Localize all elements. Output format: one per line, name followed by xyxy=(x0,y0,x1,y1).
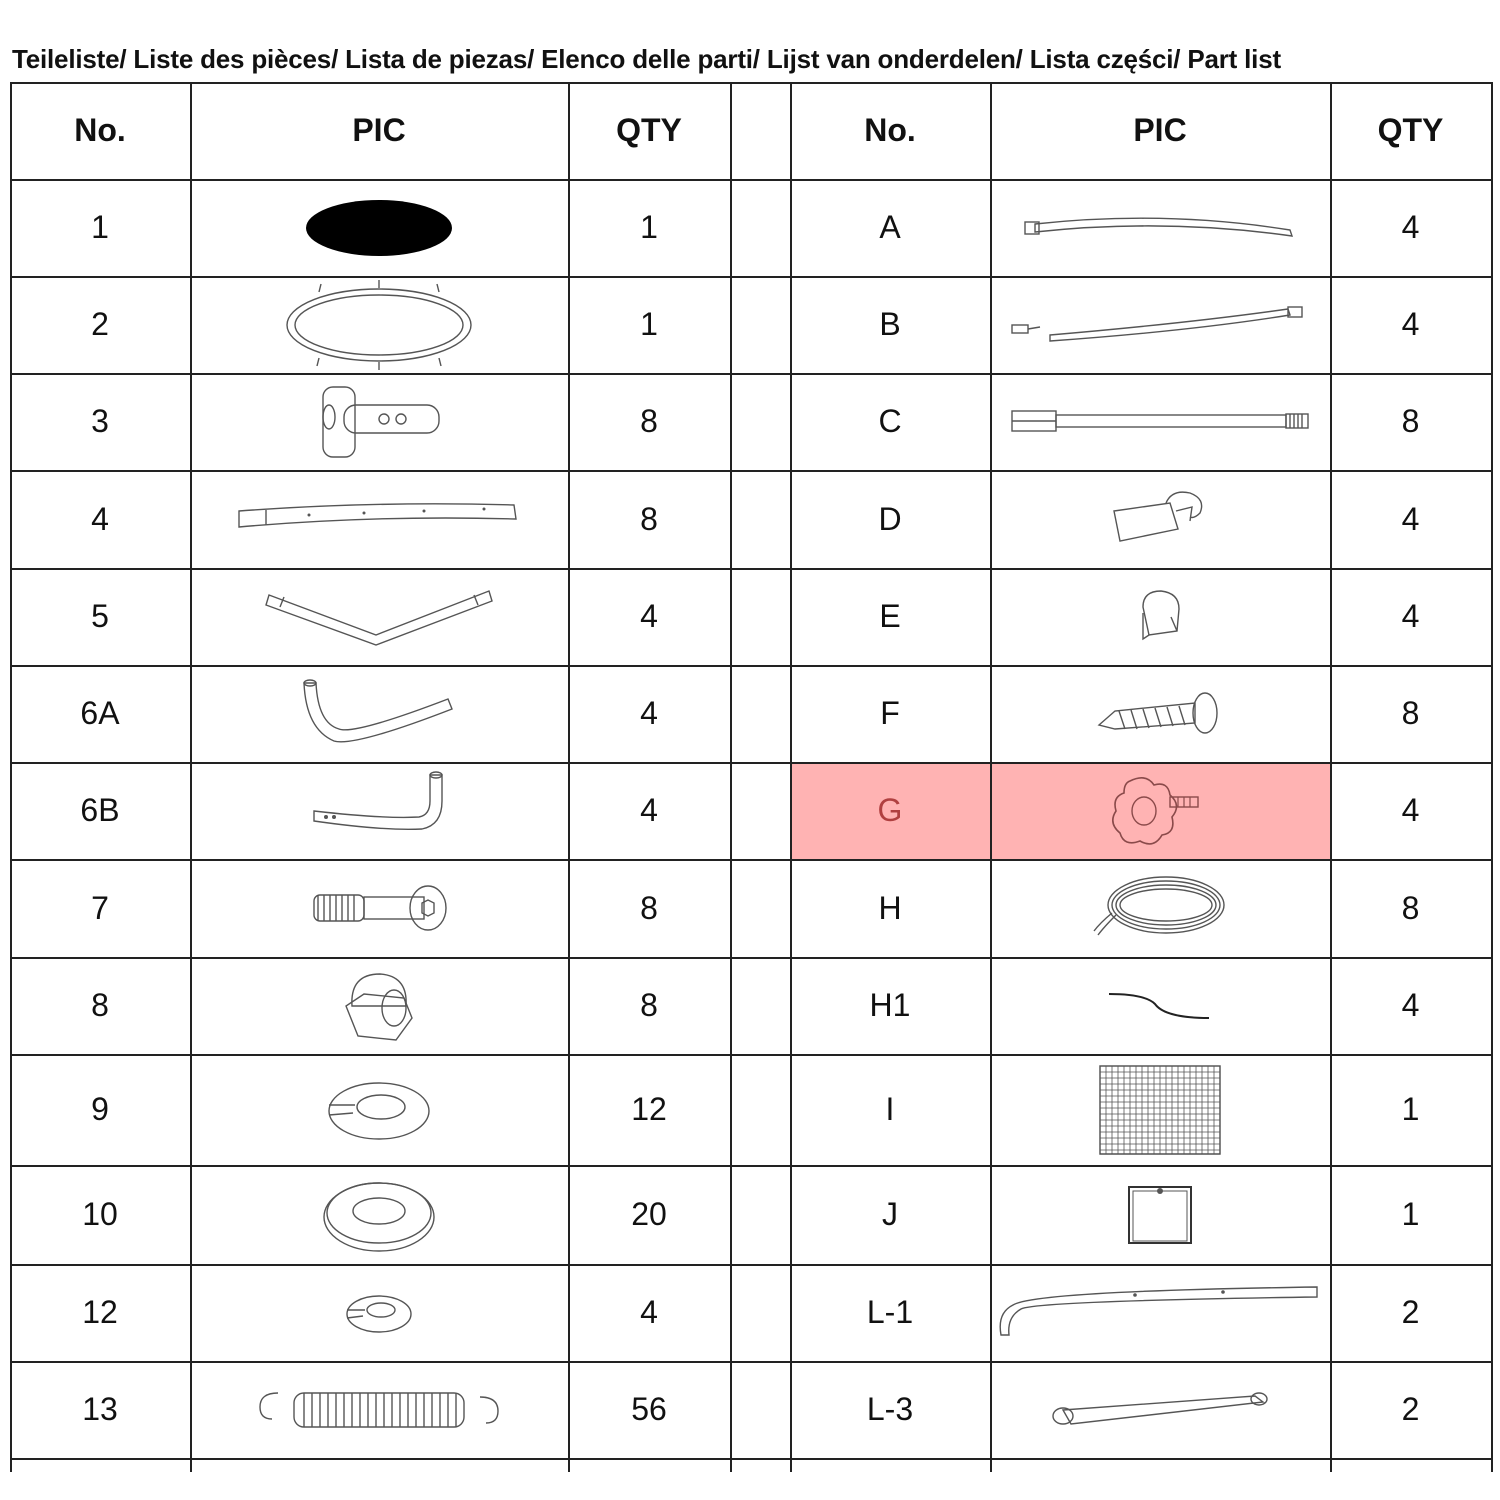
part-quantity: 4 xyxy=(1401,987,1420,1023)
part-picture xyxy=(990,373,1330,470)
small-washer-icon xyxy=(339,1288,419,1338)
part-number: 3 xyxy=(91,403,109,439)
part-number: F xyxy=(880,695,900,731)
part-picture xyxy=(190,470,568,568)
part-number: 4 xyxy=(91,500,109,537)
header-no: No. xyxy=(74,112,126,148)
part-picture xyxy=(190,1361,568,1458)
end-cap-icon xyxy=(1135,587,1185,647)
part-number: D xyxy=(878,500,902,537)
flat-washer-icon xyxy=(319,1175,439,1255)
part-number: 1 xyxy=(91,209,109,245)
part-picture xyxy=(190,568,568,665)
part-number: 9 xyxy=(91,1091,109,1127)
part-number: E xyxy=(879,598,901,634)
part-number: J xyxy=(882,1196,898,1232)
part-quantity: 4 xyxy=(1401,209,1420,245)
part-number: B xyxy=(879,306,901,342)
part-number: 2 xyxy=(91,306,109,342)
part-quantity: 8 xyxy=(640,500,658,537)
part-picture xyxy=(990,859,1330,957)
part-number: 6B xyxy=(80,792,120,828)
part-picture xyxy=(190,1165,568,1264)
star-knob-icon xyxy=(1110,771,1210,851)
j-tube-icon xyxy=(304,771,454,851)
spring-washer-icon xyxy=(319,1075,439,1145)
cord-icon xyxy=(1105,986,1215,1026)
part-quantity: 56 xyxy=(631,1391,667,1427)
part-picture xyxy=(990,957,1330,1054)
t-connector-icon xyxy=(309,377,449,467)
oval-mat-icon xyxy=(299,193,459,263)
page-title: Teileliste/ Liste des pièces/ Lista de piezas/ Elenco delle parti/ Lijst van onderdelen/ Lista części/ Part list xyxy=(12,44,1281,74)
part-quantity: 8 xyxy=(640,889,658,926)
net-icon xyxy=(1098,1064,1222,1156)
part-number: G xyxy=(877,792,903,828)
part-quantity: 12 xyxy=(631,1091,667,1127)
part-quantity: 2 xyxy=(1401,1391,1420,1427)
part-quantity: 4 xyxy=(640,792,658,828)
part-number: H1 xyxy=(869,987,911,1023)
part-number: 10 xyxy=(82,1196,118,1232)
part-quantity: 8 xyxy=(640,987,658,1023)
ring-pad-icon xyxy=(279,280,479,370)
part-number: 5 xyxy=(91,598,109,634)
header-pic: PIC xyxy=(1133,112,1187,148)
manual-icon xyxy=(1125,1183,1195,1247)
part-picture xyxy=(190,1264,568,1361)
part-quantity: 1 xyxy=(640,306,658,342)
part-picture xyxy=(990,1264,1330,1361)
pole-top-icon xyxy=(1015,208,1305,248)
part-picture xyxy=(990,470,1330,568)
header-qty: QTY xyxy=(1377,112,1444,148)
pole-curved-icon xyxy=(1010,305,1310,345)
part-picture xyxy=(190,276,568,373)
part-number: 6A xyxy=(80,695,120,731)
row-divider xyxy=(10,1458,1492,1460)
part-picture xyxy=(190,179,568,276)
curved-tube-icon xyxy=(234,499,524,539)
part-number: L-1 xyxy=(866,1294,914,1330)
part-quantity: 2 xyxy=(1401,1294,1420,1330)
part-quantity: 8 xyxy=(1401,889,1420,926)
part-number: I xyxy=(885,1091,895,1127)
part-quantity: 8 xyxy=(1401,403,1420,439)
screw-icon xyxy=(1095,689,1225,739)
part-picture xyxy=(190,859,568,957)
cap-nut-icon xyxy=(334,966,424,1046)
foam-grip-icon xyxy=(1045,1390,1275,1430)
straight-pole-icon xyxy=(1010,407,1310,437)
part-picture xyxy=(190,373,568,470)
header-qty: QTY xyxy=(616,112,682,148)
part-picture xyxy=(190,1054,568,1165)
part-picture xyxy=(190,665,568,762)
part-number: 7 xyxy=(91,889,109,926)
part-quantity: 4 xyxy=(640,598,658,634)
part-picture xyxy=(990,762,1330,859)
part-quantity: 1 xyxy=(1401,1196,1420,1232)
part-quantity: 1 xyxy=(1401,1091,1420,1127)
part-quantity: 8 xyxy=(640,403,658,439)
part-picture xyxy=(990,1361,1330,1458)
part-quantity: 4 xyxy=(640,1294,658,1330)
part-picture xyxy=(190,762,568,859)
bolt-icon xyxy=(304,883,454,933)
part-picture xyxy=(990,1054,1330,1165)
part-quantity: 4 xyxy=(1401,306,1420,342)
part-picture xyxy=(990,179,1330,276)
parts-table xyxy=(10,82,1492,1472)
part-picture xyxy=(990,276,1330,373)
part-picture xyxy=(990,568,1330,665)
part-number: 8 xyxy=(91,987,109,1023)
part-quantity: 4 xyxy=(640,695,658,731)
rope-coil-icon xyxy=(1090,873,1230,943)
part-quantity: 8 xyxy=(1401,695,1420,731)
spring-icon xyxy=(254,1385,504,1435)
part-picture xyxy=(190,957,568,1054)
part-quantity: 4 xyxy=(1401,500,1420,537)
l-tube-icon xyxy=(294,679,464,749)
part-quantity: 1 xyxy=(640,209,658,245)
part-number: C xyxy=(878,403,902,439)
part-picture xyxy=(990,1165,1330,1264)
part-number: H xyxy=(878,889,902,926)
part-number: L-3 xyxy=(866,1391,914,1427)
part-number: 12 xyxy=(82,1294,118,1330)
part-quantity: 4 xyxy=(1401,792,1420,828)
header-no: No. xyxy=(864,112,916,148)
header-pic: PIC xyxy=(352,112,406,148)
part-quantity: 20 xyxy=(631,1196,667,1232)
part-quantity: 4 xyxy=(1401,598,1420,634)
handle-bar-icon xyxy=(995,1283,1325,1343)
part-number: 13 xyxy=(82,1391,118,1427)
part-picture xyxy=(990,665,1330,762)
v-leg-tube-icon xyxy=(264,587,494,647)
clip-bracket-icon xyxy=(1110,489,1210,549)
part-number: A xyxy=(879,209,901,245)
